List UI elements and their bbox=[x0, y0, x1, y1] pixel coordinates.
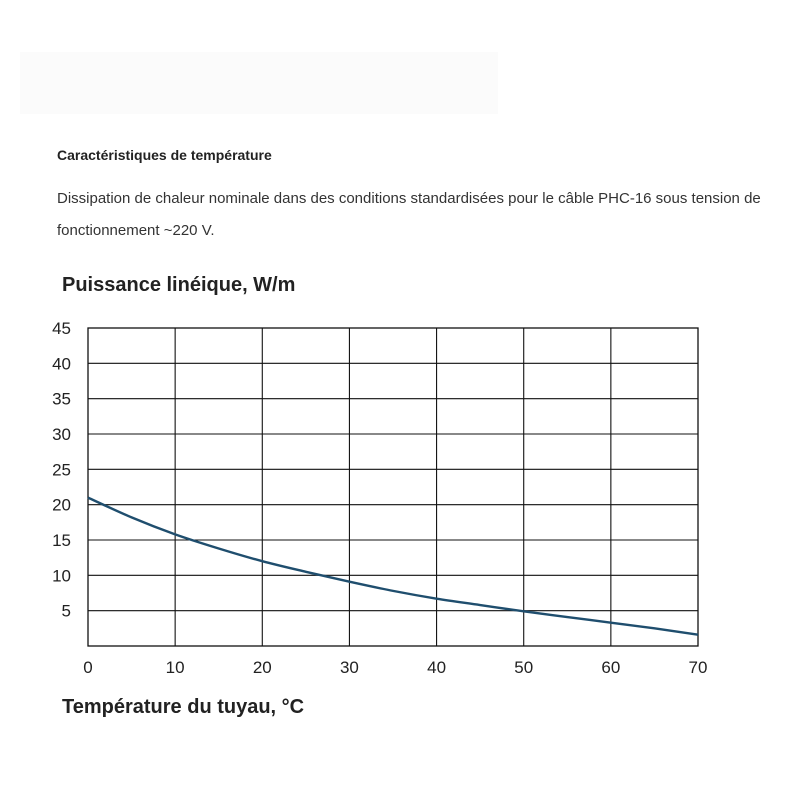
series-group bbox=[88, 498, 698, 635]
y-tick-label: 40 bbox=[52, 354, 71, 374]
y-axis-title: Puissance linéique, W/m bbox=[62, 274, 296, 296]
section-description: Dissipation de chaleur nominale dans des conditions standardisées pour le câble PHC-16 sous tension de fonctionnement ~220 V. bbox=[57, 190, 761, 239]
plot-frame bbox=[88, 328, 698, 646]
y-tick-label: 45 bbox=[52, 319, 71, 338]
x-tick-label: 20 bbox=[252, 658, 272, 677]
grid bbox=[88, 328, 698, 646]
y-tick-label: 35 bbox=[52, 389, 71, 409]
x-tick-label: 50 bbox=[514, 658, 534, 677]
y-tick-label: 5 bbox=[61, 601, 71, 621]
series-line bbox=[88, 498, 698, 635]
x-tick-labels bbox=[83, 658, 707, 677]
y-tick-label: 25 bbox=[52, 460, 71, 480]
y-tick-label: 15 bbox=[52, 531, 71, 550]
y-tick-label: 10 bbox=[52, 566, 71, 586]
x-axis-title: Température du tuyau, °C bbox=[62, 696, 305, 718]
x-tick-label: 10 bbox=[165, 658, 185, 677]
x-tick-label: 40 bbox=[427, 658, 447, 677]
y-tick-label: 20 bbox=[52, 495, 71, 515]
x-tick-label: 70 bbox=[688, 658, 708, 677]
y-tick-label: 30 bbox=[52, 425, 71, 444]
section-heading: Caractéristiques de température bbox=[57, 147, 272, 163]
x-tick-label: 0 bbox=[83, 658, 93, 677]
x-tick-label: 60 bbox=[601, 658, 621, 677]
y-tick-labels bbox=[52, 319, 71, 621]
x-tick-label: 30 bbox=[339, 658, 359, 677]
